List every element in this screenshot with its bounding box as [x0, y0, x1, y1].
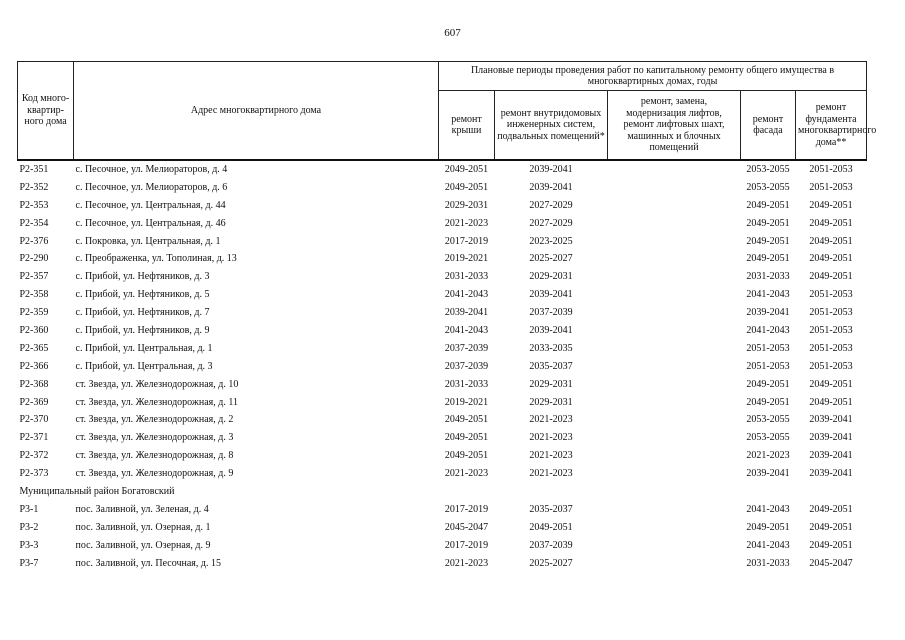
cell-elevators — [608, 358, 741, 376]
cell-code: Р2-366 — [19, 360, 49, 372]
table-row — [18, 465, 867, 483]
cell-foundation: 2045-2047 — [809, 557, 853, 569]
cell-roof: 2049-2051 — [444, 163, 489, 175]
cell-foundation: 2049-2051 — [809, 396, 853, 408]
cell-engineering: 2021-2023 — [529, 468, 573, 480]
cell-foundation: 2051-2053 — [809, 360, 853, 372]
header-address: Адрес многоквартирного дома — [74, 62, 439, 161]
table-header — [18, 62, 877, 161]
cell-roof: 2049-2051 — [444, 450, 489, 462]
cell-roof: 2045-2047 — [444, 521, 489, 533]
cell-facade: 2053-2055 — [746, 432, 790, 444]
cell-facade: 2049-2051 — [746, 378, 790, 390]
cell-facade: 2053-2055 — [746, 414, 790, 426]
cell-roof: 2021-2023 — [444, 557, 489, 569]
table-row — [18, 376, 867, 394]
cell-roof: 2049-2051 — [444, 432, 489, 444]
cell-address: с. Прибой, ул. Нефтяников, д. 3 — [75, 271, 210, 283]
table-row — [18, 394, 867, 412]
cell-address: пос. Заливной, ул. Озерная, д. 1 — [75, 521, 211, 533]
cell-elevators — [608, 519, 741, 537]
cell-engineering: 2029-2031 — [529, 396, 573, 408]
cell-facade: 2039-2041 — [746, 307, 790, 319]
cell-engineering: 2021-2023 — [529, 432, 573, 444]
cell-engineering: 2025-2027 — [529, 253, 573, 265]
table-row — [18, 250, 867, 268]
cell-address: ст. Звезда, ул. Железнодорожная, д. 9 — [75, 468, 234, 480]
section-row — [18, 483, 867, 501]
cell-engineering: 2035-2037 — [529, 503, 573, 515]
cell-engineering: 2039-2041 — [529, 289, 573, 301]
cell-address: с. Песочное, ул. Мелиораторов, д. 6 — [75, 181, 228, 193]
cell-code: Р2-353 — [19, 199, 49, 211]
cell-code: Р2-354 — [19, 217, 49, 229]
table-row — [18, 519, 867, 537]
cell-elevators — [608, 286, 741, 304]
cell-elevators — [608, 179, 741, 197]
header-code: Код много-квартир-ного дома — [18, 62, 74, 161]
cell-roof: 2037-2039 — [444, 342, 489, 354]
cell-code: Р3-7 — [19, 557, 39, 569]
cell-code: Р2-360 — [19, 324, 49, 336]
cell-foundation: 2049-2051 — [809, 503, 853, 515]
cell-foundation: 2049-2051 — [809, 521, 853, 533]
cell-foundation: 2049-2051 — [809, 539, 853, 551]
cell-foundation: 2051-2053 — [809, 163, 853, 175]
cell-address: с. Прибой, ул. Нефтяников, д. 9 — [75, 324, 210, 336]
cell-facade: 2049-2051 — [746, 253, 790, 265]
cell-facade: 2053-2055 — [746, 181, 790, 193]
cell-address: пос. Заливной, ул. Озерная, д. 9 — [75, 539, 211, 551]
table-row — [18, 286, 867, 304]
repair-schedule-table — [17, 61, 877, 572]
table-row — [18, 555, 867, 573]
cell-elevators — [608, 429, 741, 447]
cell-elevators — [608, 215, 741, 233]
cell-address: с. Прибой, ул. Центральная, д. 3 — [75, 360, 213, 372]
cell-foundation: 2051-2053 — [809, 181, 853, 193]
table-row — [18, 447, 867, 465]
cell-engineering: 2029-2031 — [529, 378, 573, 390]
cell-elevators — [608, 394, 741, 412]
cell-code: Р2-373 — [19, 468, 49, 480]
cell-elevators — [608, 555, 741, 573]
cell-roof: 2021-2023 — [444, 217, 489, 229]
table-row — [18, 358, 867, 376]
header-period-group: Плановые периоды проведения работ по капитальному ремонту общего имущества в многоквартирных домах, годы — [439, 62, 867, 91]
cell-code: Р2-352 — [19, 181, 49, 193]
cell-engineering: 2021-2023 — [529, 450, 573, 462]
cell-facade: 2051-2053 — [746, 342, 790, 354]
cell-code: Р2-358 — [19, 289, 49, 301]
header-engineering: ремонт внутридомовых инженерных систем, подвальных помещений* — [495, 91, 608, 161]
cell-roof: 2041-2043 — [444, 324, 489, 336]
cell-foundation: 2049-2051 — [809, 217, 853, 229]
cell-foundation: 2039-2041 — [809, 468, 853, 480]
cell-foundation: 2049-2051 — [809, 253, 853, 265]
page-number: 607 — [444, 27, 461, 39]
table-row — [18, 179, 867, 197]
cell-engineering: 2035-2037 — [529, 360, 573, 372]
cell-facade: 2041-2043 — [746, 289, 790, 301]
cell-address: с. Преображенка, ул. Тополиная, д. 13 — [75, 253, 237, 265]
cell-address: с. Песочное, ул. Мелиораторов, д. 4 — [75, 163, 228, 175]
table-row — [18, 233, 867, 251]
cell-address: ст. Звезда, ул. Железнодорожная, д. 2 — [75, 414, 234, 426]
table-body — [18, 160, 867, 572]
cell-elevators — [608, 322, 741, 340]
table-row — [18, 537, 867, 555]
cell-facade: 2041-2043 — [746, 539, 790, 551]
cell-roof: 2041-2043 — [444, 289, 489, 301]
section-title: Муниципальный район Богатовский — [19, 485, 175, 497]
table-row — [18, 160, 867, 179]
cell-code: Р2-368 — [19, 378, 49, 390]
cell-roof: 2019-2021 — [444, 253, 489, 265]
cell-foundation: 2051-2053 — [809, 289, 853, 301]
cell-elevators — [608, 197, 741, 215]
cell-facade: 2053-2055 — [746, 163, 790, 175]
cell-roof: 2031-2033 — [444, 378, 489, 390]
cell-foundation: 2049-2051 — [809, 271, 853, 283]
table-row — [18, 411, 867, 429]
cell-roof: 2019-2021 — [444, 396, 489, 408]
cell-foundation: 2039-2041 — [809, 414, 853, 426]
cell-facade: 2049-2051 — [746, 235, 790, 247]
cell-roof: 2049-2051 — [444, 414, 489, 426]
cell-roof: 2049-2051 — [444, 181, 489, 193]
cell-engineering: 2029-2031 — [529, 271, 573, 283]
cell-code: Р2-372 — [19, 450, 49, 462]
cell-engineering: 2027-2029 — [529, 217, 573, 229]
cell-foundation: 2049-2051 — [809, 199, 853, 211]
table-row — [18, 429, 867, 447]
cell-address: ст. Звезда, ул. Железнодорожная, д. 11 — [75, 396, 238, 408]
cell-code: Р2-371 — [19, 432, 49, 444]
cell-address: ст. Звезда, ул. Железнодорожная, д. 10 — [75, 378, 239, 390]
cell-facade: 2051-2053 — [746, 360, 790, 372]
cell-foundation: 2051-2053 — [809, 307, 853, 319]
cell-facade: 2031-2033 — [746, 557, 790, 569]
cell-elevators — [608, 250, 741, 268]
cell-facade: 2049-2051 — [746, 521, 790, 533]
table-row — [18, 215, 867, 233]
cell-engineering: 2027-2029 — [529, 199, 573, 211]
cell-address: пос. Заливной, ул. Зеленая, д. 4 — [75, 503, 209, 515]
cell-foundation: 2051-2053 — [809, 324, 853, 336]
cell-engineering: 2033-2035 — [529, 342, 573, 354]
cell-elevators — [608, 268, 741, 286]
cell-engineering: 2039-2041 — [529, 181, 573, 193]
cell-facade: 2049-2051 — [746, 396, 790, 408]
cell-code: Р3-1 — [19, 503, 39, 515]
cell-code: Р2-290 — [19, 253, 49, 265]
table-row — [18, 197, 867, 215]
cell-address: с. Песочное, ул. Центральная, д. 44 — [75, 199, 226, 211]
cell-roof: 2017-2019 — [444, 235, 489, 247]
cell-roof: 2037-2039 — [444, 360, 489, 372]
cell-address: с. Прибой, ул. Центральная, д. 1 — [75, 342, 213, 354]
cell-foundation: 2039-2041 — [809, 432, 853, 444]
cell-elevators — [608, 376, 741, 394]
cell-elevators — [608, 537, 741, 555]
cell-roof: 2021-2023 — [444, 468, 489, 480]
cell-foundation: 2049-2051 — [809, 235, 853, 247]
cell-elevators — [608, 411, 741, 429]
cell-address: ст. Звезда, ул. Железнодорожная, д. 8 — [75, 450, 234, 462]
cell-address: с. Прибой, ул. Нефтяников, д. 5 — [75, 289, 210, 301]
cell-address: с. Покровка, ул. Центральная, д. 1 — [75, 235, 221, 247]
table-row — [18, 268, 867, 286]
cell-roof: 2017-2019 — [444, 503, 489, 515]
cell-facade: 2049-2051 — [746, 217, 790, 229]
cell-elevators — [608, 501, 741, 519]
cell-code: Р2-357 — [19, 271, 49, 283]
cell-code: Р3-3 — [19, 539, 39, 551]
table-row — [18, 322, 867, 340]
cell-elevators — [608, 233, 741, 251]
cell-engineering: 2039-2041 — [529, 324, 573, 336]
cell-elevators — [608, 447, 741, 465]
cell-facade: 2041-2043 — [746, 324, 790, 336]
cell-address: с. Песочное, ул. Центральная, д. 46 — [75, 217, 226, 229]
cell-engineering: 2039-2041 — [529, 163, 573, 175]
cell-address: пос. Заливной, ул. Песочная, д. 15 — [75, 557, 221, 569]
header-facade: ремонт фасада — [741, 91, 796, 161]
cell-code: Р2-359 — [19, 307, 49, 319]
cell-roof: 2031-2033 — [444, 271, 489, 283]
header-roof: ремонт крыши — [439, 91, 495, 161]
cell-roof: 2029-2031 — [444, 199, 489, 211]
cell-code: Р2-351 — [19, 163, 49, 175]
cell-facade: 2041-2043 — [746, 503, 790, 515]
cell-address: ст. Звезда, ул. Железнодорожная, д. 3 — [75, 432, 234, 444]
cell-engineering: 2023-2025 — [529, 235, 573, 247]
cell-facade: 2021-2023 — [746, 450, 790, 462]
cell-foundation: 2051-2053 — [809, 342, 853, 354]
cell-foundation: 2039-2041 — [809, 450, 853, 462]
header-elevators: ремонт, замена, модернизация лифтов, ремонт лифтовых шахт, машинных и блочных помещений — [608, 91, 741, 161]
table-row — [18, 501, 867, 519]
cell-roof: 2039-2041 — [444, 307, 489, 319]
table-row — [18, 304, 867, 322]
cell-engineering: 2049-2051 — [529, 521, 573, 533]
cell-code: Р2-369 — [19, 396, 49, 408]
cell-code: Р2-370 — [19, 414, 49, 426]
cell-code: Р3-2 — [19, 521, 39, 533]
cell-elevators — [608, 160, 741, 179]
cell-engineering: 2037-2039 — [529, 307, 573, 319]
cell-code: Р2-376 — [19, 235, 49, 247]
table-row — [18, 340, 867, 358]
cell-facade: 2039-2041 — [746, 468, 790, 480]
cell-engineering: 2025-2027 — [529, 557, 573, 569]
cell-facade: 2049-2051 — [746, 199, 790, 211]
cell-engineering: 2021-2023 — [529, 414, 573, 426]
cell-foundation: 2049-2051 — [809, 378, 853, 390]
cell-address: с. Прибой, ул. Нефтяников, д. 7 — [75, 307, 210, 319]
cell-code: Р2-365 — [19, 342, 49, 354]
cell-elevators — [608, 465, 741, 483]
cell-facade: 2031-2033 — [746, 271, 790, 283]
cell-roof: 2017-2019 — [444, 539, 489, 551]
cell-elevators — [608, 340, 741, 358]
cell-engineering: 2037-2039 — [529, 539, 573, 551]
cell-elevators — [608, 304, 741, 322]
header-foundation: ремонт фундамента многоквартирного дома** — [796, 91, 867, 161]
